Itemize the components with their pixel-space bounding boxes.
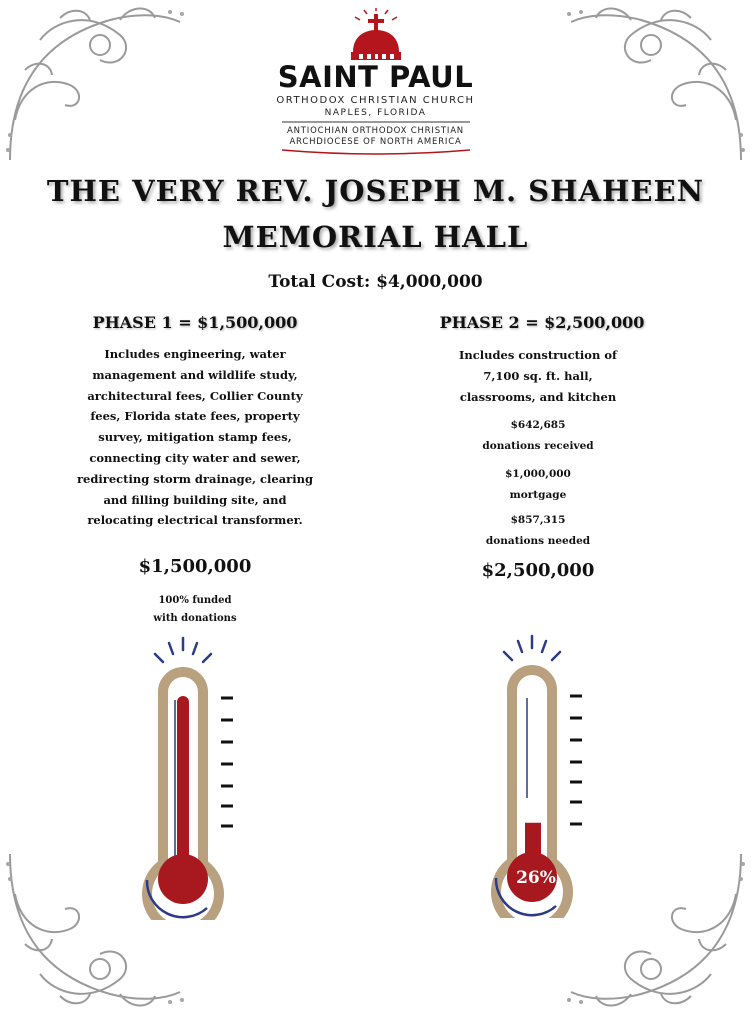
archdiocese-line1: ANTIOCHIAN ORTHODOX CHRISTIAN	[287, 126, 464, 136]
phase2-heading: PHASE 2 = $2,500,000	[439, 313, 645, 332]
phase1-funded-note: 100% funded with donations	[153, 595, 237, 624]
phase2-description: Includes construction of 7,100 sq. ft. hall, classrooms, and kitchen	[459, 348, 617, 404]
phase1-amount: $1,500,000	[138, 556, 252, 577]
percent-label: 26%	[516, 868, 556, 888]
thermometer-scale	[570, 696, 582, 824]
church-subtitle: ORTHODOX CHRISTIAN CHURCH	[276, 95, 475, 106]
phase1-thermometer	[135, 630, 255, 920]
church-location: NAPLES, FLORIDA	[324, 108, 427, 118]
phase1-heading: PHASE 1 = $1,500,000	[92, 313, 298, 332]
total-cost: Total Cost: $4,000,000	[268, 272, 483, 292]
phase2-received: $642,685 donations received	[482, 419, 594, 452]
thermometer-scale	[221, 698, 233, 826]
archdiocese-line2: ARCHDIOCESE OF NORTH AMERICA	[289, 137, 462, 147]
page-title-line2: MEMORIAL HALL	[222, 220, 529, 254]
sparkle-icon	[504, 636, 560, 660]
phase1-description: Includes engineering, water management and wildlife study, architectural fees, Collier County fees, Florida state fees, property survey, mitigation stamp fees, connecting city water and sewer, redirecting storm drainage, clearing and filling building site, and relocating electrical transformer.	[76, 347, 313, 528]
phase2-thermometer	[484, 628, 604, 918]
sparkle-icon	[155, 638, 211, 662]
thermometer-fill	[177, 696, 189, 870]
church-dome-logo-icon	[345, 8, 407, 62]
phase2-mortgage: $1,000,000 mortgage	[505, 468, 571, 501]
phase2-needed: $857,315 donations needed	[485, 514, 591, 547]
phase2-amount: $2,500,000	[481, 560, 595, 581]
church-name: SAINT PAUL	[277, 60, 474, 94]
thermometer-bulb	[158, 854, 208, 904]
page-title-line1: THE VERY REV. JOSEPH M. SHAHEEN	[46, 174, 705, 208]
